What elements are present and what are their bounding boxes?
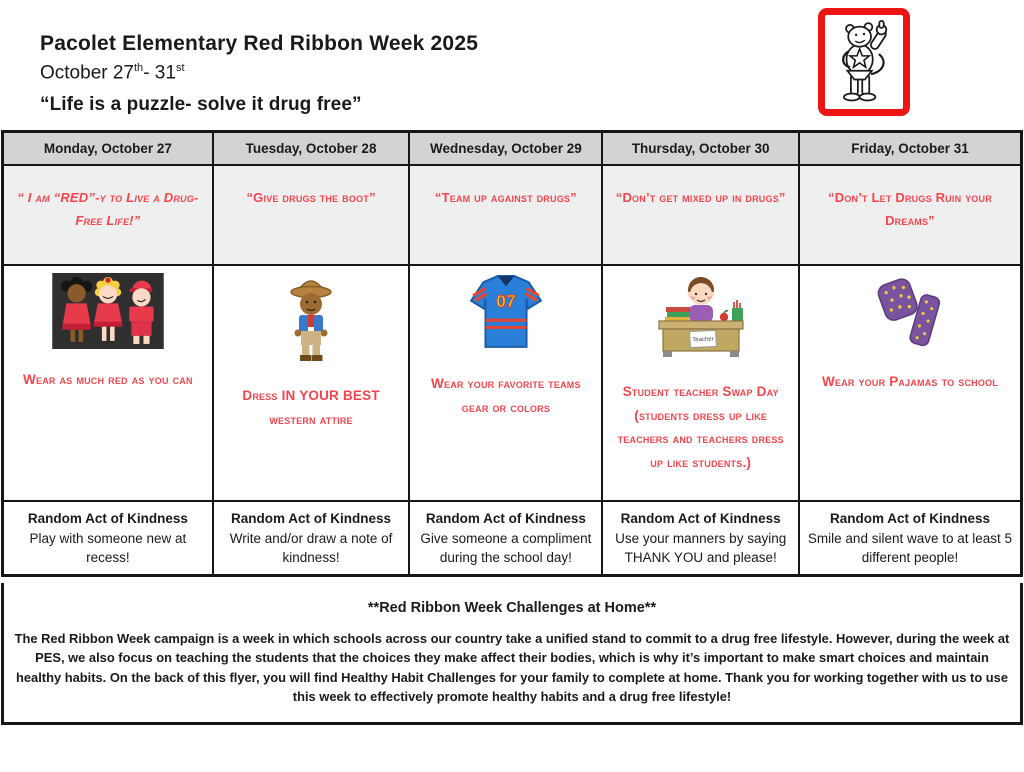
day-header-monday: Monday, October 27: [4, 133, 212, 164]
date-sup-st: st: [175, 62, 185, 74]
kindness-text: Give someone a compliment during the school day!: [420, 530, 592, 566]
kindness-monday: [4, 500, 212, 574]
purple-pajamas-image: [868, 273, 952, 351]
kindness-title: Random Act of Kindness: [620, 511, 781, 526]
quote-tuesday: “Give drugs the boot”: [212, 164, 409, 264]
dress-theme-tuesday: Dress IN YOUR BEST western attire: [242, 388, 380, 427]
kindness-title: Random Act of Kindness: [231, 511, 392, 526]
kindness-wednesday: [408, 500, 601, 574]
teacher-sign-label: Teacher: [691, 336, 714, 344]
kids-in-red-image: [52, 273, 164, 349]
theme-thursday: [601, 264, 798, 500]
theme-wednesday: [408, 264, 601, 500]
day-header-tuesday: Tuesday, October 28: [212, 133, 409, 164]
home-challenges-body: The Red Ribbon Week campaign is a week in which schools across our country take a unified stand to commit to a drug free lifestyle. However, during the week at PES, we also focus on teaching the students that the choices they make affect their bodies, which is why it’s important to make smart choices and maintain healthy habits. On the back of this flyer, you will find Healthy Habit Challenges for your family to complete at home. Thank you for working together with us to use this week to effectively promote healthy habits and a drug free lifestyle!: [14, 631, 1010, 705]
kindness-text: Use your manners by saying THANK YOU and please!: [615, 530, 787, 566]
kindness-text: Play with someone new at recess!: [29, 530, 187, 566]
kindness-title: Random Act of Kindness: [425, 511, 586, 526]
kindness-title: Random Act of Kindness: [829, 511, 990, 526]
kindness-text: Write and/or draw a note of kindness!: [229, 530, 393, 566]
theme-monday: [4, 264, 212, 500]
date-range: [40, 62, 185, 84]
dress-theme-monday: Wear as much red as you can: [23, 372, 193, 387]
kindness-text: Smile and silent wave to at least 5 different people!: [807, 530, 1013, 566]
date-prefix: October 27: [40, 62, 134, 84]
dress-theme-wednesday: Wear your favorite teams gear or colors: [431, 376, 581, 415]
quote-monday: “ I am “RED”-y to Live a Drug-Free Life!”: [4, 164, 212, 264]
quote-thursday: “Don’t get mixed up in drugs”: [601, 164, 798, 264]
dress-theme-thursday: Student teacher Swap Day (students dress up like teachers and teachers dress up like students.): [617, 384, 784, 470]
kindness-thursday: [601, 500, 798, 574]
home-challenges-section: [1, 583, 1023, 725]
school-logo: [818, 8, 910, 116]
cougar-mascot-icon: [829, 19, 899, 105]
quote-wednesday: “Team up against drugs”: [408, 164, 601, 264]
theme-tuesday: [212, 264, 409, 500]
kindness-title: Random Act of Kindness: [27, 511, 188, 526]
day-header-friday: Friday, October 31: [798, 133, 1020, 164]
home-challenges-title: **Red Ribbon Week Challenges at Home**: [367, 600, 657, 616]
teacher-at-desk-image: [645, 273, 757, 361]
cowboy-kid-image: [275, 273, 347, 365]
day-header-wednesday: Wednesday, October 29: [408, 133, 601, 164]
date-sup-th: th: [134, 62, 144, 74]
kindness-friday: [798, 500, 1020, 574]
day-header-thursday: Thursday, October 30: [601, 133, 798, 164]
week-calendar-table: [1, 130, 1023, 577]
page-title: Pacolet Elementary Red Ribbon Week 2025: [40, 32, 479, 55]
slogan: “Life is a puzzle- solve it drug free”: [40, 94, 362, 115]
theme-friday: [798, 264, 1020, 500]
team-jersey-image: [468, 273, 544, 353]
quote-friday: “Don’t Let Drugs Ruin your Dreams”: [798, 164, 1020, 264]
kindness-tuesday: [212, 500, 409, 574]
jersey-number: 07: [496, 290, 516, 311]
dress-theme-friday: Wear your Pajamas to school: [821, 374, 998, 389]
date-mid: - 31: [143, 62, 176, 84]
